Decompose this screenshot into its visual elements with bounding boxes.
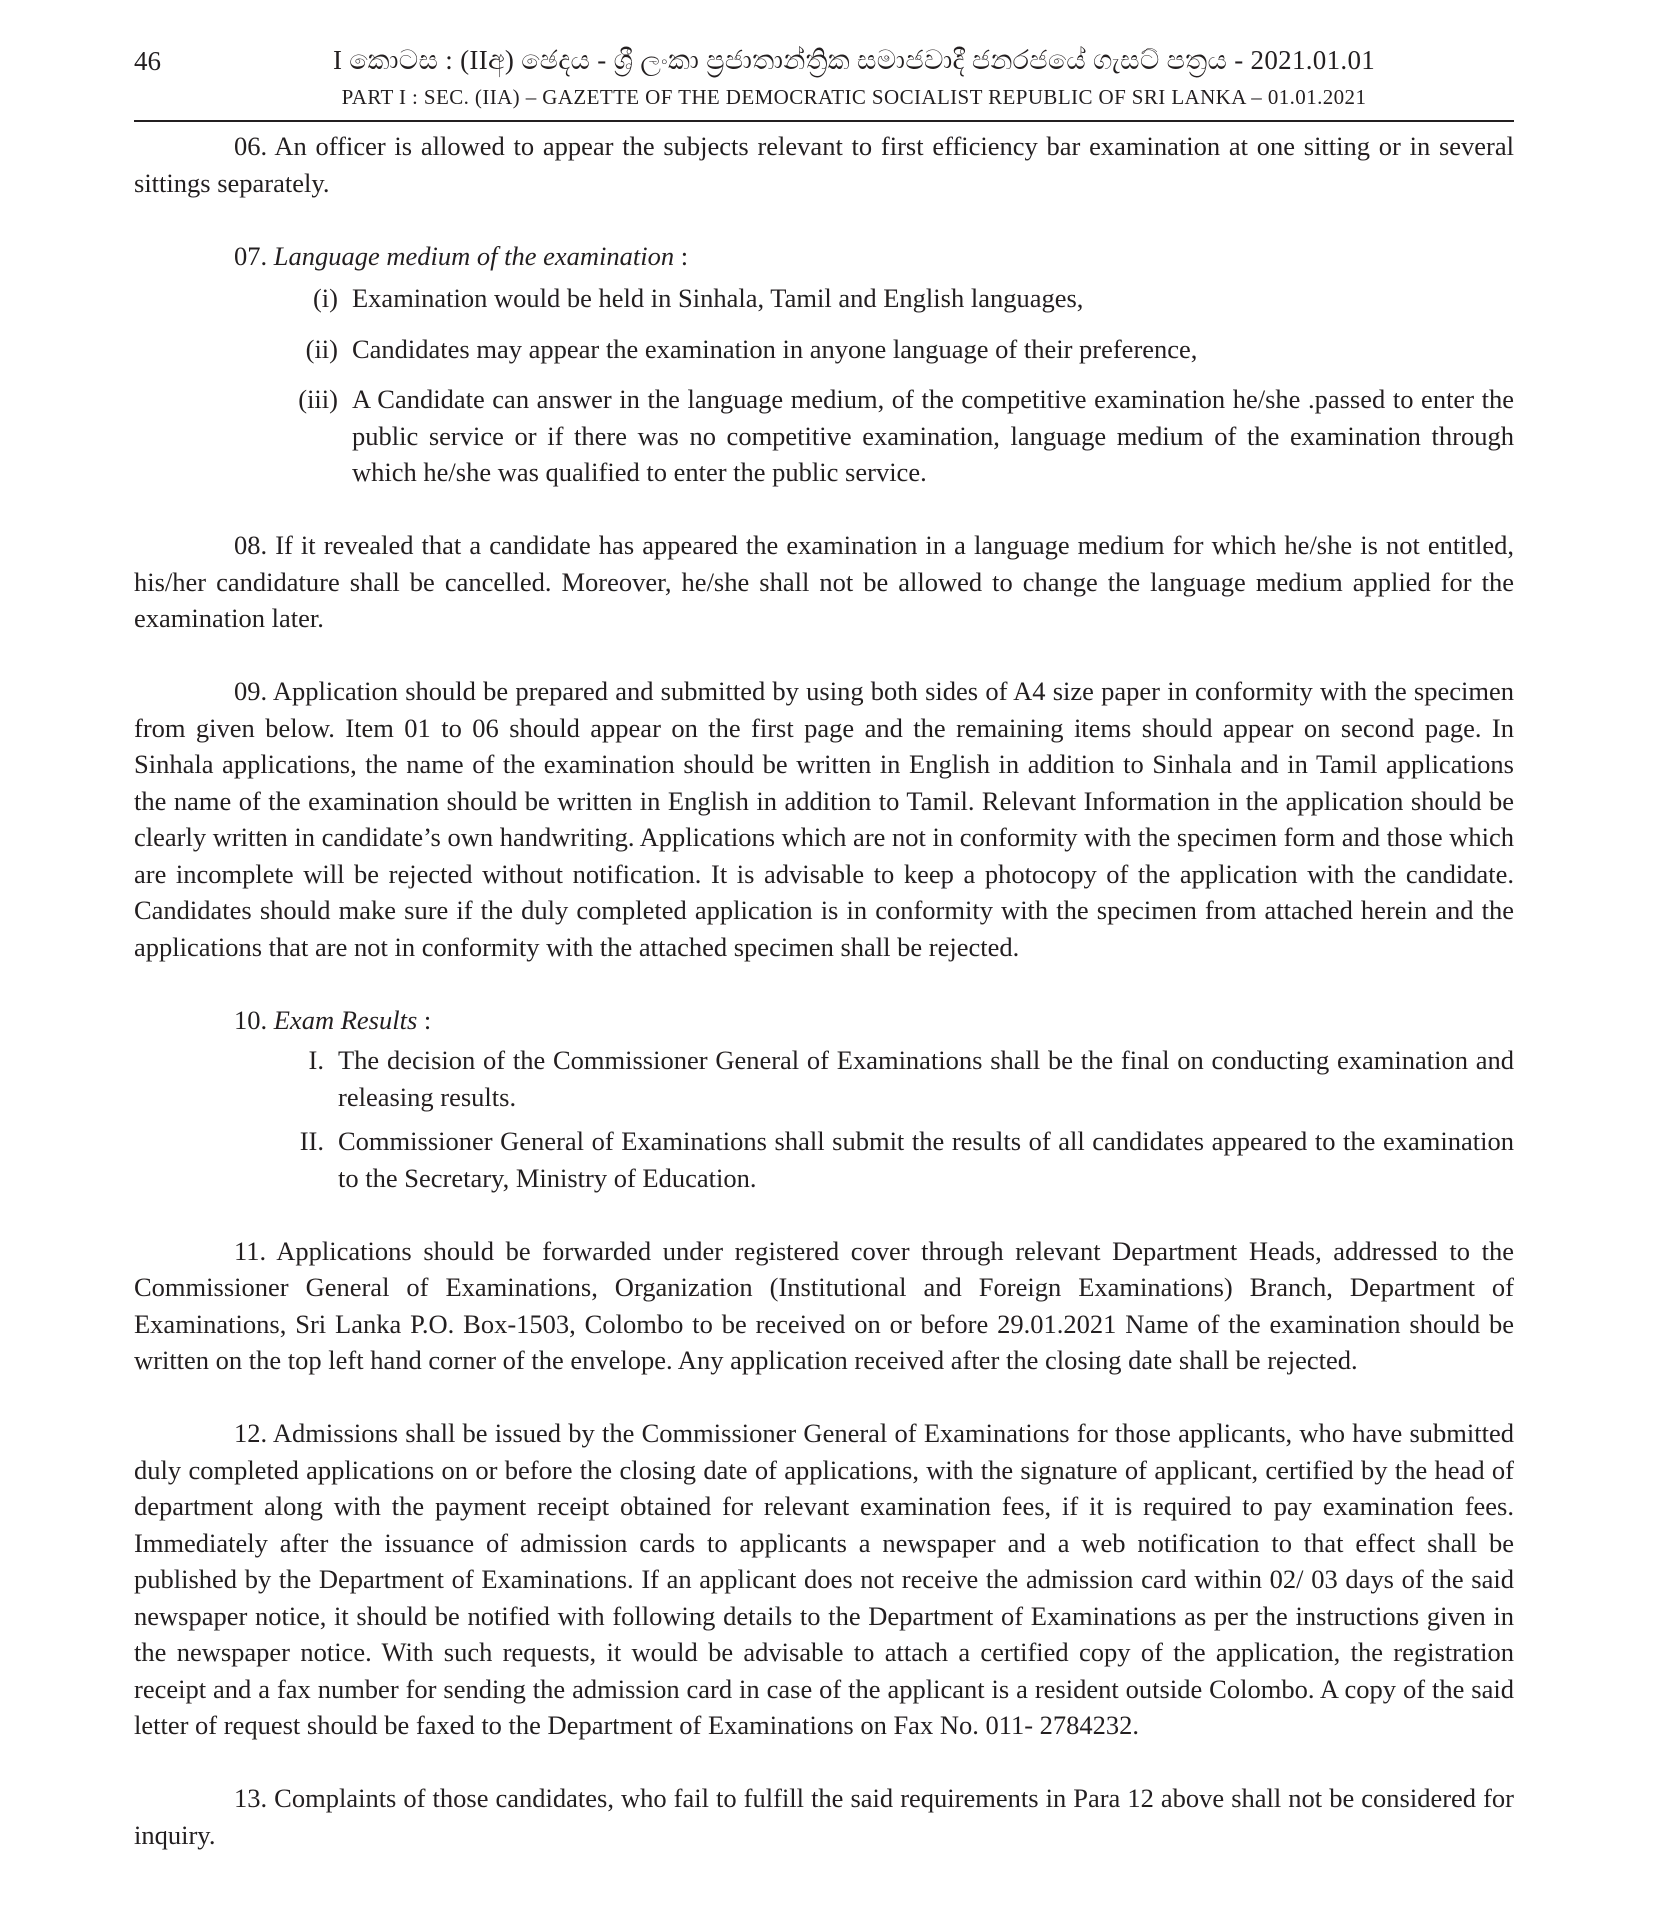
section-09: 09. Application should be prepared and submitted by using both sides of A4 size paper in conformity with the specimen from given below. Item 01 to 06 should appear on the first page and the remaining items should appear on second page. In Sinhala applications, the name of the examination should be written in English in addition to Sinhala and in Tamil applications the name of the examination should be written in English in addition to Tamil. Relevant Information in the application should be clearly written in candidate’s own handwriting. Applications which are not in conformity with the specimen form and those which are incomplete will be rejected without notification. It is advisable to keep a photocopy of the application with the candidate. Candidates should make sure if the duly completed application is in conformity with the specimen from attached herein and the applications that are not in conformity with the attached specimen shall be rejected. [134, 676, 1514, 962]
section-07-heading: 07. Language medium of the examination : [234, 240, 689, 271]
header-english-title: PART I : SEC. (IIA) – GAZETTE OF THE DEMOCRATIC SOCIALIST REPUBLIC OF SRI LANKA – 01.01.2021 [341, 85, 1367, 109]
list-item-number: I. [308, 1045, 324, 1075]
page-number: 46 [134, 46, 161, 76]
header-sinhala-title: I කොටස : (IIඅ) ඡෙදය - ශ්‍රී ලංකා ප්‍රජාතාන්ත්‍රික සමාජවාදී ජනරජයේ ගැසට් පත්‍රය - 2021.01.01 [332, 45, 1376, 75]
section-07-title: Language medium of the examination [273, 240, 675, 271]
section-07-number: 07. [234, 240, 268, 271]
document-body [134, 128, 1514, 1853]
section-08: 08. If it revealed that a candidate has appeared the examination in a language medium for which he/she is not entitled, his/her candidature shall be cancelled. Moreover, he/she shall not be allowed to change the language medium applied for the examination later. [134, 530, 1514, 633]
section-06: 06. An officer is allowed to appear the subjects relevant to first efficiency bar examination at one sitting or in several sittings separately. [134, 131, 1514, 198]
list-item-text: Commissioner General of Examinations shall submit the results of all candidates appeared to the examination to the Secretary, Ministry of Education. [338, 1126, 1514, 1193]
list-item [134, 1042, 1514, 1115]
list-item [134, 1123, 1514, 1196]
list-item-text: Examination would be held in Sinhala, Tamil and English languages, [352, 283, 1084, 313]
list-item-number: (iii) [298, 384, 338, 414]
exam-results-list [134, 1042, 1514, 1196]
page-header [134, 40, 1514, 114]
list-item-number: II. [299, 1126, 324, 1156]
header-rule [134, 120, 1514, 122]
section-10-title: Exam Results [273, 1004, 418, 1035]
list-item-text: A Candidate can answer in the language medium, of the competitive examination he/she .passed to enter the public service or if there was no competitive examination, language medium of the examination through which he/she was qualified to enter the public service. [352, 384, 1514, 487]
list-item-number: (ii) [305, 333, 338, 364]
list-item-number: (i) [312, 283, 338, 313]
section-11: 11. Applications should be forwarded under registered cover through relevant Department Heads, addressed to the Commissioner General of Examinations, Organization (Institutional and Foreign Examinations) Branch, Department of Examinations, Sri Lanka P.O. Box-1503, Colombo to be received on or before 29.01.2021 Name of the examination should be written on the top left hand corner of the envelope. Any application received after the closing date shall be rejected. [134, 1235, 1514, 1375]
language-medium-list [134, 280, 1514, 491]
gazette-page [134, 40, 1514, 1853]
list-item-text: The decision of the Commissioner General of Examinations shall be the final on conducting examination and releasing results. [338, 1045, 1514, 1112]
list-item [134, 381, 1514, 491]
section-10-number: 10. [234, 1004, 268, 1035]
list-item-text: Candidates may appear the examination in anyone language of their preference, [352, 333, 1198, 364]
section-10-heading: 10. Exam Results : [234, 1004, 432, 1035]
section-12: 12. Admissions shall be issued by the Commissioner General of Examinations for those applicants, who have submitted duly completed applications on or before the closing date of applications, with the signature of applicant, certified by the head of department along with the payment receipt obtained for relevant examination fees, if it is required to pay examination fees. Immediately after the issuance of admission cards to applicants a newspaper and a web notification to that effect shall be published by the Department of Examinations. If an applicant does not receive the admission card within 02/ 03 days of the said newspaper notice, it should be notified with following details to the Department of Examinations as per the instructions given in the newspaper notice. With such requests, it would be advisable to attach a certified copy of the application, the registration receipt and a fax number for sending the admission card in case of the applicant is a resident outside Colombo. A copy of the said letter of request should be faxed to the Department of Examinations on Fax No. 011- 2784232. [134, 1418, 1514, 1740]
list-item [134, 280, 1514, 317]
list-item [134, 331, 1514, 368]
section-13: 13. Complaints of those candidates, who fail to fulfill the said requirements in Para 12 above shall not be considered for inquiry. [134, 1783, 1514, 1850]
